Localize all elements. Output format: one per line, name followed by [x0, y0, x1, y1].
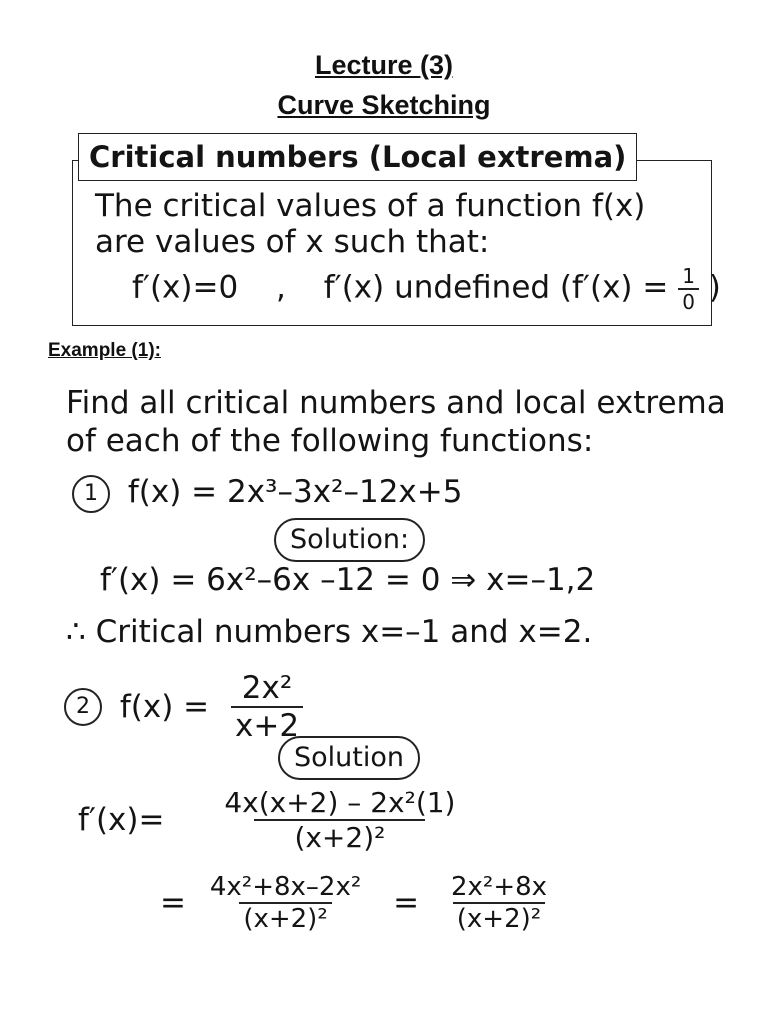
derivative-fraction: $\frac{\text{4x(x+2) – 2x²(1)}}{\text{(x+2)²}}$ [224, 786, 456, 854]
problem-2-solution-label: Solution [278, 736, 420, 780]
condition-undefined-prefix: f′(x) undefined (f′(x) = [323, 269, 669, 306]
derivative-lhs: f′(x)= [78, 802, 165, 838]
problem-1-conclusion: ∴ Critical numbers x=–1 and x=2. [66, 614, 593, 650]
problem-1-derivative: f′(x) = 6x²–6x –12 = 0 ⇒ x=–1,2 [100, 562, 596, 598]
example-prompt-line-1: Find all critical numbers and local extrema [66, 385, 726, 421]
simplified-fraction-2: $\frac{\text{2x²+8x}}{\text{(x+2)²}}$ [450, 872, 548, 934]
problem-2-lhs: f(x) = [119, 689, 210, 725]
example-prompt-line-2: of each of the following functions: [66, 423, 594, 459]
condition-undefined-suffix: ) [708, 269, 721, 306]
problem-2-number: 2 [64, 688, 102, 726]
problem-1-solution-label: Solution: [274, 518, 425, 562]
problem-2 [64, 670, 303, 744]
definition-heading: Critical numbers (Local extrema) [78, 133, 637, 181]
problem-2-fraction: $\frac{\text{2x²}}{x+2}$ [231, 670, 303, 744]
definition-line-1: The critical values of a function f(x) [95, 188, 646, 224]
problem-2-simplification [160, 872, 551, 934]
definition-conditions [132, 264, 721, 314]
equals-1: = [160, 885, 186, 921]
topic-title: Curve Sketching [277, 90, 491, 120]
simplified-fraction-1: $\frac{\text{4x²+8x–2x²}}{\text{(x+2)²}}$ [209, 872, 362, 934]
condition-separator: , [276, 269, 286, 306]
example-label: Example (1): [48, 340, 161, 361]
problem-1-function: f(x) = 2x³–3x²–12x+5 [127, 474, 463, 510]
lecture-title: Lecture (3) [314, 50, 454, 80]
definition-line-2: are values of x such that: [95, 224, 490, 260]
condition-zero: f′(x)=0 [132, 269, 239, 306]
problem-1 [72, 474, 462, 513]
problem-1-number: 1 [72, 475, 110, 513]
problem-2-derivative [78, 786, 495, 854]
equals-2: = [393, 885, 420, 921]
condition-undefined-fraction: $\frac{1}{0}$ [678, 264, 699, 314]
